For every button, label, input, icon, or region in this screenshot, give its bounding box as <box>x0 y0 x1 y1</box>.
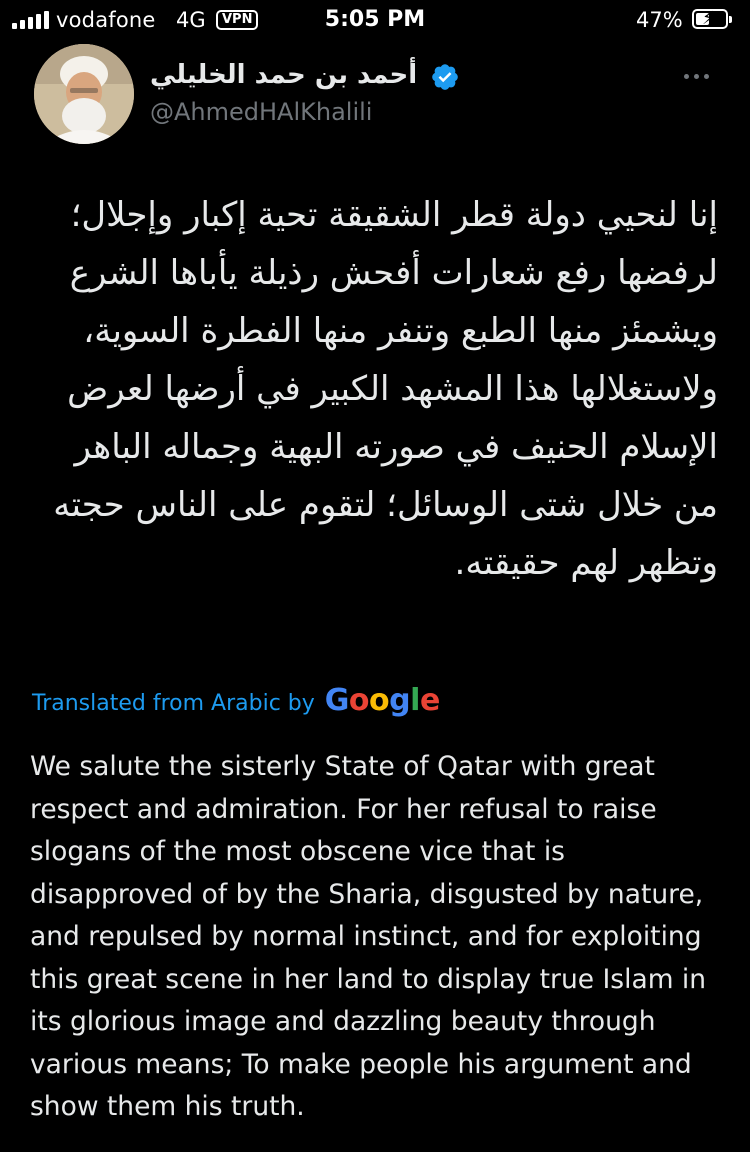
google-logo-letter: o <box>348 683 370 718</box>
google-logo-letter: e <box>419 683 440 718</box>
verified-badge-icon <box>430 62 460 92</box>
google-logo-letter: g <box>389 683 411 718</box>
more-options-icon[interactable] <box>684 74 709 79</box>
status-time: 5:05 PM <box>324 7 426 32</box>
google-logo-letter: l <box>410 683 420 718</box>
network-type: 4G <box>176 8 206 32</box>
translation-attribution[interactable] <box>32 683 440 718</box>
battery-icon <box>692 9 728 29</box>
google-logo <box>325 683 440 718</box>
google-logo-letter: G <box>324 683 349 718</box>
charging-bolt-icon: ⚡ <box>702 8 715 29</box>
tweet-text-arabic: إنا لنحيي دولة قطر الشقيقة تحية إكبار وإجلال؛ لرفضها رفع شعارات أفحش رذيلة يأباها الشرع ويشمئز منها الطبع وتنفر منها الفطرة السوية، ولاستغلالها هذا المشهد الكبير في أرضها لعرض الإسلام الحنيف في صورته البهية وجماله الباهر من خلال شتى الوسائل؛ لتقوم على الناس حجته وتظهر لهم حقيقته. <box>53 195 718 583</box>
battery-percent: 47% <box>636 8 683 32</box>
carrier-name: vodafone <box>56 8 156 32</box>
user-handle[interactable]: @AhmedHAlKhalili <box>150 98 373 126</box>
translated-from-label: Translated from Arabic by <box>32 691 315 716</box>
avatar-photo <box>34 44 134 144</box>
display-name[interactable]: أحمد بن حمد الخليلي <box>150 60 418 90</box>
vpn-badge: VPN <box>216 10 258 30</box>
avatar[interactable] <box>34 44 134 144</box>
google-logo-letter: o <box>369 683 390 718</box>
tweet-text-translation: We salute the sisterly State of Qatar with great respect and admiration. For her refusal to raise slogans of the most obscene vice that is disapproved of by the Sharia, disgusted by nature, and repulsed by normal instinct, and for exploiting this great scene in her land to display true Islam in its glorious image and dazzling beauty through various means; To make people his argument and show them his truth. <box>30 751 707 1122</box>
status-bar <box>0 0 750 44</box>
